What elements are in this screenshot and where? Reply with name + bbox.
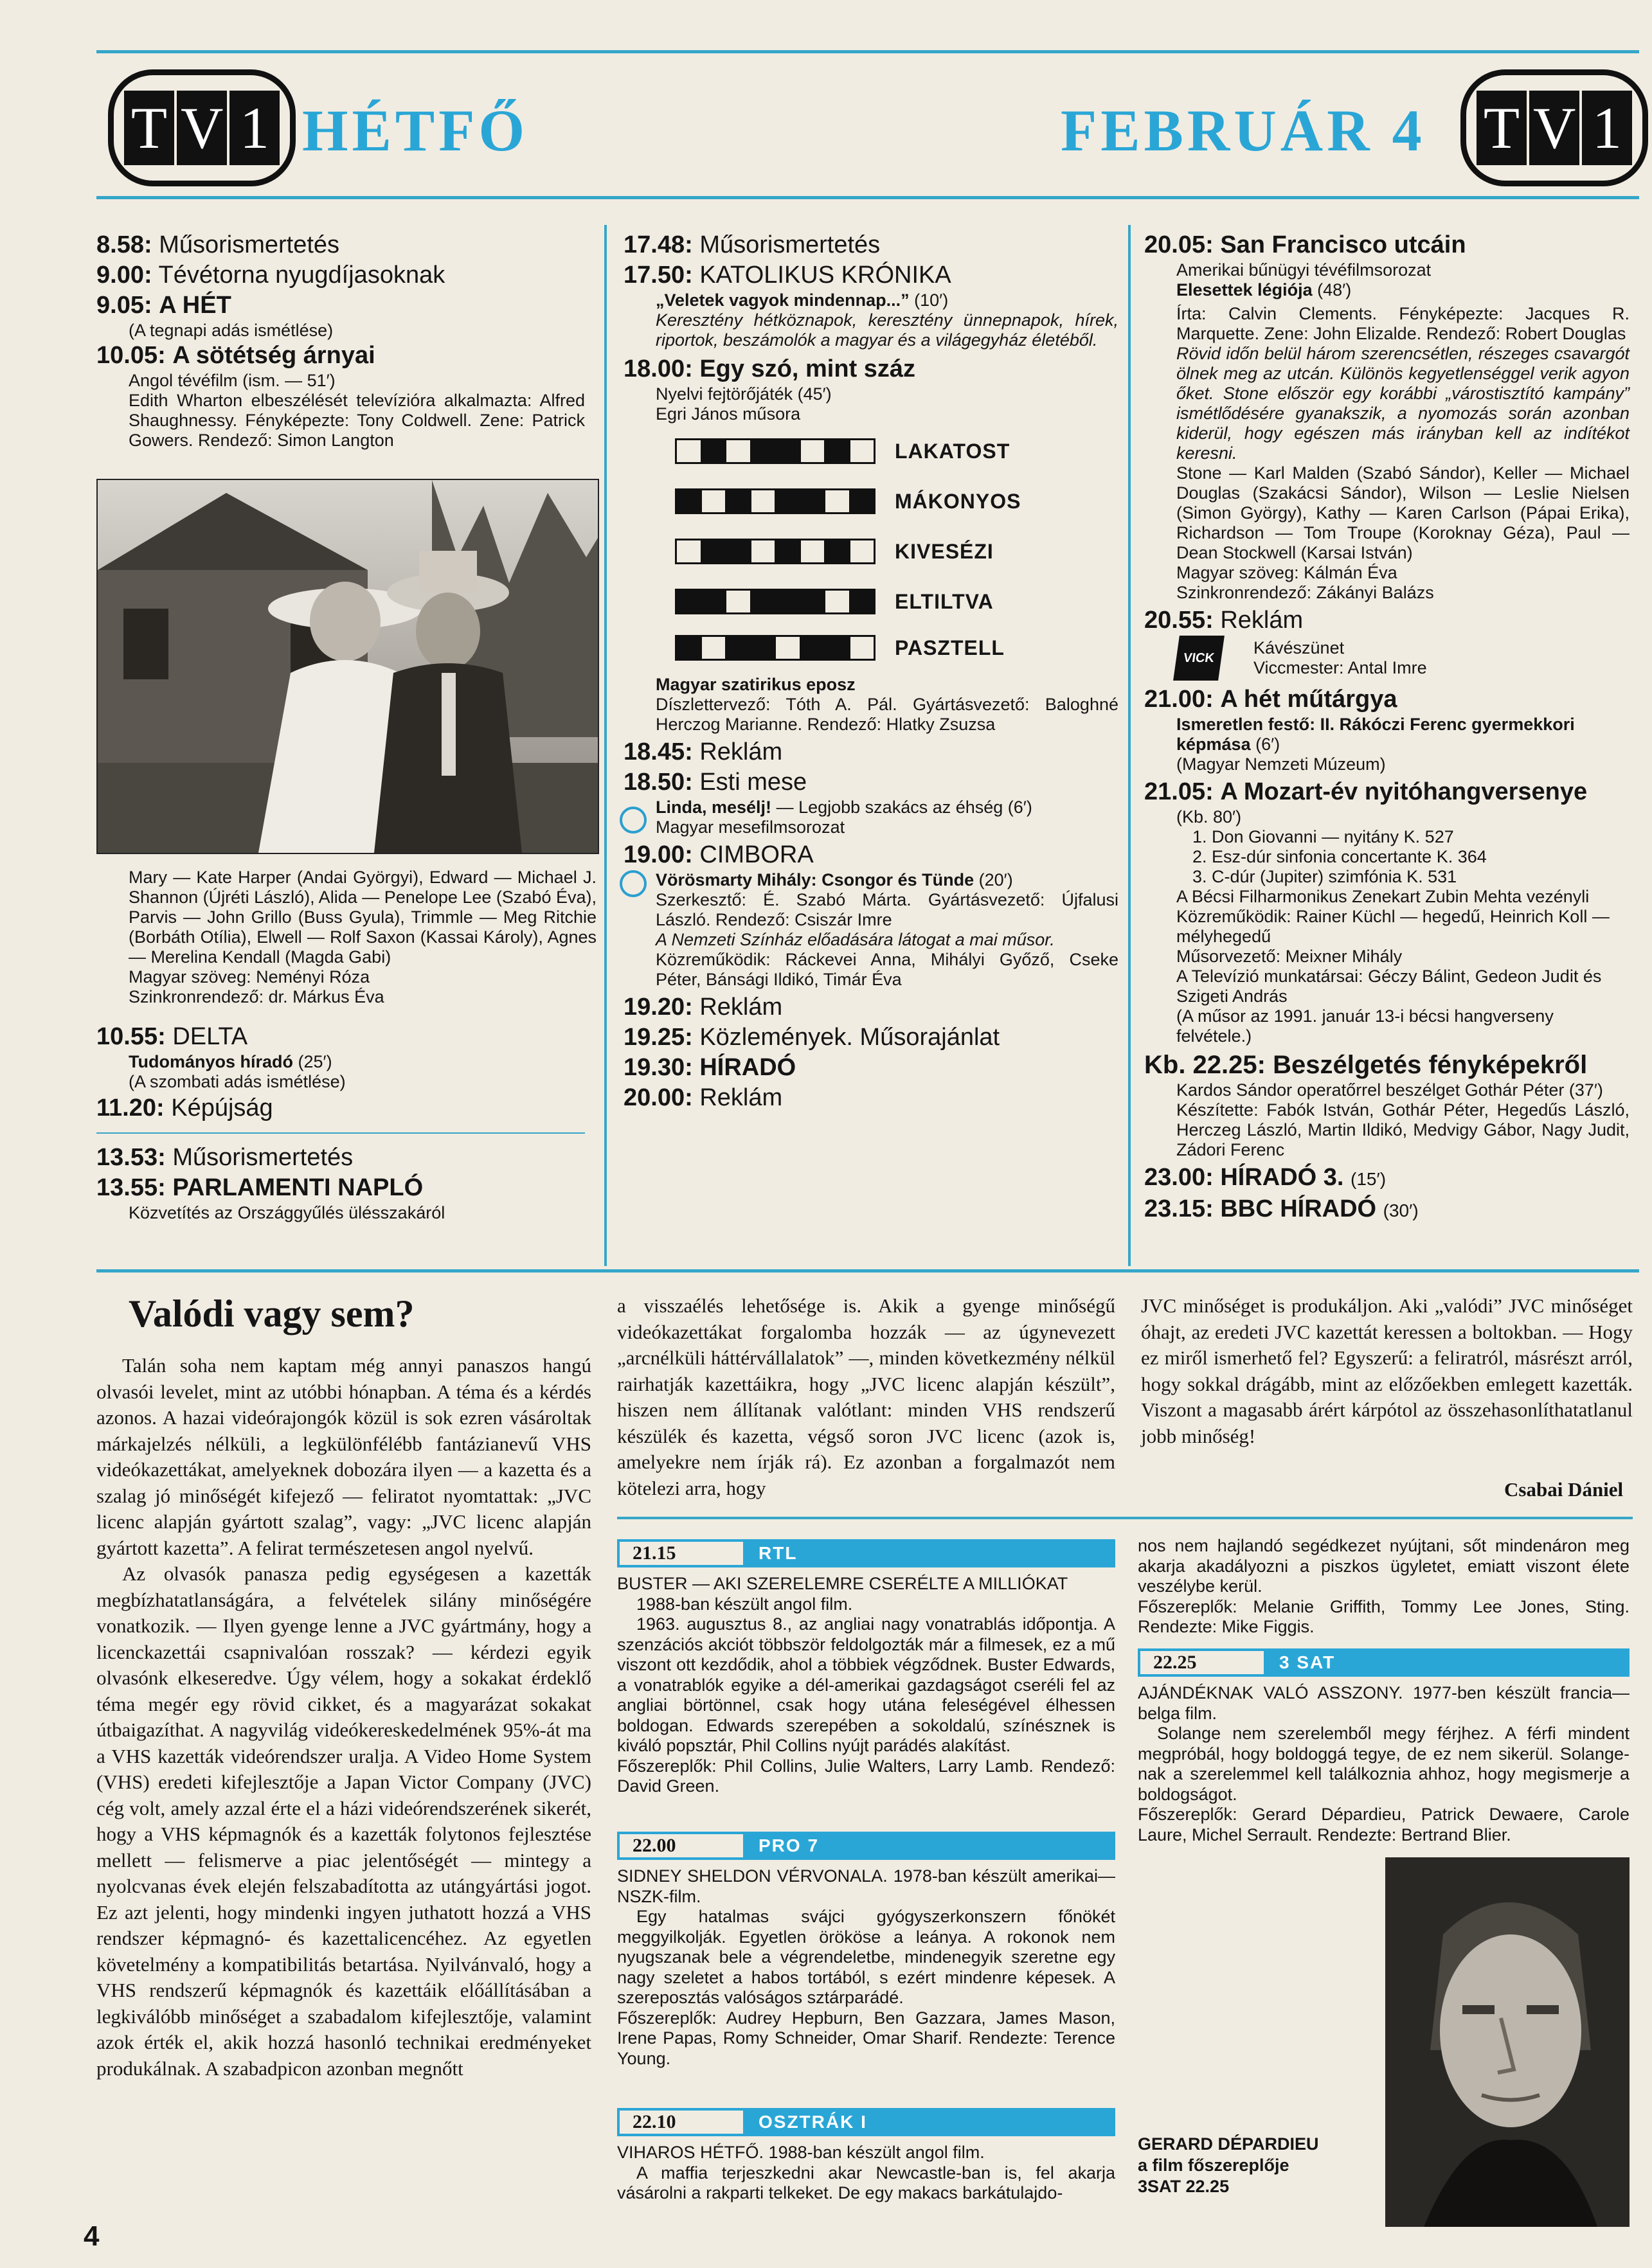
program-item: 9.00: Tévétorna nyugdíjasoknak	[96, 262, 445, 289]
program-item: 19.00: CIMBORA	[624, 841, 814, 868]
program-subtitle: „Veletek vagyok mindennap...” (10′)	[656, 290, 949, 310]
program-description: Rövid időn belül három szerencsétlen, részeges csavargót ölnek meg az utcán. Különös kegyetlenséggel verik agyon őket. Stone először egy korábbi „várostisztító kampány” ismétlődésére gyanakszik, a nyomozás során azonban kiderül, hogy egészen más irányban kell az indítékot keresni.	[1176, 344, 1630, 463]
list-item: 3. C-dúr (Jupiter) szimfónia K. 531	[1192, 867, 1457, 886]
program-item: 20.00: Reklám	[624, 1084, 783, 1111]
program-subtitle: Amerikai bűnügyi tévéfilmsorozat	[1176, 260, 1432, 280]
program-credits: A Bécsi Filharmonikus Zenekart Zubin Mehta vezényli	[1176, 887, 1590, 906]
children-program-circle-icon	[620, 870, 647, 897]
program-credits: Közreműködik: Ráckevei Anna, Mihályi Győző, Cseke Péter, Bánsági Ildikó, Timár Éva	[656, 950, 1118, 989]
channel-header	[617, 1539, 1115, 1567]
film-credits: Főszereplők: Gerard Dépardieu, Patrick Dewaere, Carole Laure, Michel Serrault. Rendezte: Bertrand Blier.	[1138, 1805, 1630, 1844]
caption-line: a film főszereplője	[1138, 2156, 1289, 2175]
tv1-logo-left	[108, 69, 296, 186]
article-paragraph: JVC minőséget is produkáljon. Aki „valódi” JVC minőséget óhajt, az eredeti JVC kazettát keressen a boltokban. — Hogy ez miről ismerhető fel? Egyszerű: a feliratról, másrészt arról, hogy sokkal drágább, mint az előzőekben emlegett kazetták. Viszont a magasabb árért kárpótol az összehasonlíthatatlanul jobb minőség!	[1141, 1294, 1633, 1447]
program-note: (Magyar Nemzeti Múzeum)	[1176, 755, 1386, 774]
3sat-program	[1138, 1648, 1630, 1845]
article-author: Csabai Dániel	[1504, 1478, 1624, 1501]
film-info: 1978-ban készült amerikai—NSZK-film.	[617, 1866, 1115, 1906]
list-item: 1. Don Giovanni — nyitány K. 527	[1192, 827, 1454, 846]
channel-name: RTL	[746, 1539, 1115, 1567]
channel-time: 22.25	[1138, 1648, 1266, 1677]
program-item: 13.55: PARLAMENTI NAPLÓ	[96, 1174, 424, 1201]
article-paragraph: Talán soha nem kaptam még annyi panaszos hangú olvasói levelet, mint az utóbbi hónapban. A téma és a kérdés azonos. A hazai videórajongók közül is sok ezren vásároltak márkajelzés nélküli, a legkülönfélébb fantázianevű VHS videókazettákat, amelyeknek dobozára ilyen — a kazetta és a szalag jó minőségét kifejező — feliratot nyomtattak: „JVC licenc alapján gyártott szalag”, vagy: „JVC licenc alapján gyártott kazetta”. A felirat természetesen angol nyelvű.	[96, 1354, 591, 1559]
depardieu-portrait-photo	[1385, 1857, 1630, 2227]
puzzle-word: KIVESÉZI	[895, 539, 994, 563]
program-credits: Szinkronrendező: Zákányi Balázs	[1176, 583, 1434, 602]
program-item: 21.05: A Mozart-év nyitóhangversenye	[1144, 778, 1588, 805]
program-credits: Viccmester: Antal Imre	[1253, 658, 1427, 677]
program-item: 10.55: DELTA	[96, 1023, 248, 1050]
article-paragraph: a visszaélés lehetősége is. Akik a gyenge minőségű videókazettákat forgalomba hozzák — az úgynevezett „arcnélküli háttérvállalatok” —, minden következmény nélkül rairhatják kazettáikra, hogy „JVC licenc alapján készült”, hiszen nem állítanak valótlant: minden VHS rendszerű készülék és kazetta, végső soron JVC licenc (azok is, amelyekre nem írják rá). Ez azonban a forgalmazót nem kötelezi arra, hogy	[617, 1294, 1115, 1499]
program-subtitle: Közvetítés az Országgyűlés ülésszakáról	[129, 1203, 445, 1222]
film-credits: Főszereplők: Melanie Griffith, Tommy Lee Jones, Sting. Rendezte: Mike Figgis.	[1138, 1596, 1630, 1636]
film-description: Solange nem szerelemből megy férjhez. A férfi mindent megpróbál, hogy boldoggá tegye, de ez nem sikerül. Solange-nak a szerelemmel kell találkoznia ahhoz, hogy megismerje a boldogságot.	[1138, 1724, 1630, 1804]
channel-time: 22.10	[617, 2108, 746, 2136]
program-credits: Edith Wharton elbeszélését televízióra alkalmazta: Alfred Shaughnessy. Fényképezte: Tony Coldwell. Zene: Patrick Gowers. Rendező: Simon Langton	[129, 391, 585, 450]
word-puzzle-row	[675, 635, 1118, 661]
word-puzzle-row	[675, 488, 1118, 514]
program-credits: Műsorvezető: Meixner Mihály	[1176, 947, 1403, 966]
program-credits: Magyar szöveg: Kálmán Éva	[1176, 563, 1397, 582]
channel-name: 3 SAT	[1266, 1648, 1630, 1677]
program-subtitle: Kardos Sándor operatőrrel beszélget Gothár Péter (37′)	[1176, 1080, 1603, 1100]
program-item: Kb. 22.25: Beszélgetés fényképekről	[1144, 1051, 1588, 1079]
word-puzzle-row	[675, 589, 1118, 614]
program-detail	[1144, 1080, 1630, 1160]
day-title: HÉTFŐ	[302, 98, 529, 163]
program-credits: Készítette: Fabók István, Gothár Péter, Hegedűs László, Herczeg László, Martin Ildikó, Medvigy Gábor, Nagy Judit, Zádori Ferenc	[1176, 1100, 1630, 1159]
tv1-logo-right	[1460, 69, 1648, 186]
film-credits: Főszereplők: Phil Collins, Julie Walters, Larry Lamb. Rendező: David Green.	[617, 1756, 1115, 1796]
program-description: A Nemzeti Színház előadására látogat a mai műsor.	[656, 930, 1055, 949]
program-detail: Amerikai bűnügyi tévéfilmsorozat Elesettek légiója (48′)	[1144, 260, 1630, 300]
schedule-column-1-b	[96, 1022, 585, 1223]
program-subtitle: Nyelvi fejtörőjáték (45′)	[656, 384, 832, 404]
logo-letter: T	[1477, 91, 1527, 165]
caption-line: GERARD DÉPARDIEU	[1138, 2134, 1319, 2154]
word-puzzle-row	[675, 438, 1118, 464]
program-item: 11.20: Képújság	[96, 1094, 273, 1121]
program-detail: Linda, mesélj! — Legjobb szakács az éhség (6′) Magyar mesefilmsorozat	[624, 798, 1118, 837]
cast-list: Stone — Karl Malden (Szabó Sándor), Keller — Michael Douglas (Szakácsi Sándor), Wilson — Leslie Nielsen (Simon György), Kathy — Karen Carlson (Pápai Erika), Richardson — Tom Troupe (Koroknay Géza), Paul — Dean Stockwell (Karsai István)	[1176, 463, 1630, 562]
channel-time: 22.00	[617, 1832, 746, 1860]
film-info: 1977-ben készült francia—belga film.	[1138, 1683, 1630, 1723]
schedule-column-2	[624, 230, 1118, 1113]
osztrak-program-continued	[1138, 1536, 1630, 1638]
logo-letter: 1	[229, 91, 280, 165]
schedule-column-1	[96, 230, 585, 451]
program-credits: Díszlettervező: Tóth A. Pál. Gyártásvezető: Baloghné Herczog Marianne. Rendező: Hlatky Zsuzsa	[656, 695, 1118, 734]
program-item: 18.50: Esti mese	[624, 769, 807, 796]
film-still-photo	[96, 479, 599, 854]
program-detail: Vörösmarty Mihály: Csongor és Tünde (20′) Szerkesztő: É. Szabó Márta. Gyártásvezető: Újfalusi László. Rendező: Csiszár Imre A Nemzeti Színház előadására látogat a mai műsor. Közreműködik: Ráckevei Anna, Mihályi Győző, Cseke Péter, Bánsági Ildikó, Timár Éva	[624, 870, 1118, 990]
pro7-program	[617, 1832, 1115, 2069]
film-credits: Főszereplők: Audrey Hepburn, Ben Gazzara, James Mason, Irene Papas, Romy Schneider, Omar Sharif. Rendezte: Terence Young.	[617, 2008, 1115, 2068]
article-paragraph: Az olvasók panasza pedig egységesen a kazetták megbízhatatlanságára, a felvételek silány minőségére vonatkozik. — Ilyen gyenge lenne a JVC gyártmány, hogy a licenckazettái csapnivalóan rosszak? — kérdezi egyik olvasónk elkeseredve. Úgy vélem, hogy a sokakat érdeklő téma megér egy rövid cikket, és a magyarázat sokakat útbaigazíthat. A nagyvilág videókereskedelmének 95%-át ma a VHS kazetták videórendszer uralja. A Video Home System (VHS) eredeti kifejlesztője a Japan Victor Company (JVC) cég volt, amely azzal érte el a házi videórendszerének sikerét, hogy a VHS képmagnók és a kazetták folytonos fejlesztése mellett — felismerve a piac jelentőségét — mintegy a nyolcvanas évek elején felszabadította az utángyártási jogot. Ez azt jelenti, hogy mindenki ingyen juthatott hozzá a VHS rendszer képmagnó- és kazettalicencéhez. Az egyetlen követelmény a kompatibilitás betartása. Nyilvánvaló, hogy a VHS rendszerű képmagnók és kazettáik előállításában a legkiválóbb minőséget a szabadalom kifejlesztője, valamint azok érték el, akik hozzá hasonló technikai eredményeket produkálnak. A szabadpicon azonban megnőtt	[96, 1562, 591, 2080]
channel-header	[1138, 1648, 1630, 1677]
header-bottom-rule	[96, 196, 1639, 199]
article-title: Valódi vagy sem?	[129, 1292, 415, 1335]
program-item: 20.05: San Francisco utcáin	[1144, 231, 1466, 258]
logo-letter: T	[124, 91, 174, 165]
film-info: 1988-ban készült angol film.	[768, 2143, 985, 2162]
program-item: 19.25: Közlemények. Műsorajánlat	[624, 1024, 1000, 1051]
program-subtitle: Angol tévéfilm (ism. — 51′)	[129, 371, 336, 390]
osztrak-program	[617, 2108, 1115, 2204]
film-info: 1988-ban készült angol film.	[636, 1594, 853, 1614]
cast-list: Mary — Kate Harper (Andai Györgyi), Edward — Michael J. Shannon (Újréti László), Alida — Penelope Lee (Szabó Éva), Parvis — John Grillo (Buss Gyula), Trimmle — Meg Ritchie (Borbáth Otília), Elwell — Rolf Saxon (Kassai Károly), Agnes — Merelina Kendall (Magda Gabi)	[129, 868, 597, 967]
program-item: 19.30: HÍRADÓ	[624, 1054, 796, 1081]
puzzle-word: ELTILTVA	[895, 589, 994, 613]
program-description: Keresztény hétköznapok, keresztény ünnepnapok, hírek, riportok, beszámolók a magyar és a világegyház életéből.	[656, 310, 1118, 350]
program-subtitle: Magyar szatirikus eposz	[656, 675, 856, 694]
program-item: 19.20: Reklám	[624, 994, 783, 1021]
photo-caption	[1138, 2134, 1382, 2197]
program-item: 17.48: Műsorismertetés	[624, 231, 881, 258]
program-item: 18.00: Egy szó, mint száz	[624, 355, 916, 382]
channel-header	[617, 2108, 1115, 2136]
rtl-program	[617, 1539, 1115, 1797]
puzzle-word: LAKATOST	[895, 439, 1010, 463]
program-subtitle: Kávészünet	[1253, 638, 1345, 657]
program-duration: (Kb. 80′)	[1176, 807, 1242, 826]
film-description: 1963. augusztus 8., az angliai nagy vonatrablás időpontja. A szenzációs akciót többször feldolgozták már a filmesek, ez a mű viszont ott kezdődik, ahol a többiek végződnek. Buster Edwards, a vonatrablók egyike a dél-amerikai gazdagságot cseréli fel az angliai börtönnel, csak hogy utána feleségével élhessen boldogan. Edwards szerepében a sokoldalú, színésznek is kiváló popsztár, Phil Collins nyújt parádés alakítást.	[617, 1614, 1115, 1755]
program-item: 9.05: A HÉT	[96, 292, 231, 319]
channel-time: 21.15	[617, 1539, 746, 1567]
film-title: BUSTER — AKI SZERELEMRE CSERÉLTE A MILLIÓKAT	[617, 1574, 1068, 1593]
program-detail	[1176, 636, 1630, 681]
film-title: SIDNEY SHELDON VÉRVONALA.	[617, 1866, 888, 1886]
program-subtitle: Egri János műsora	[656, 404, 801, 424]
page-number: 4	[84, 2220, 100, 2252]
section-rule	[617, 1517, 1633, 1519]
program-item: 21.00: A hét műtárgya	[1144, 686, 1397, 713]
cast-credit: Magyar szöveg: Neményi Róza	[129, 967, 370, 987]
logo-letter: 1	[1582, 91, 1632, 165]
article-column-3	[1141, 1293, 1633, 1449]
program-credits: Szerkesztő: É. Szabó Márta. Gyártásvezető: Újfalusi László. Rendező: Csiszár Imre	[656, 890, 1118, 929]
article-column-1	[96, 1353, 591, 2082]
program-note: (A tegnapi adás ismétlése)	[129, 321, 334, 340]
column-divider	[604, 225, 607, 1266]
channel-name: PRO 7	[746, 1832, 1115, 1860]
cast-block	[129, 868, 597, 1007]
top-rule	[96, 50, 1639, 53]
program-item: 13.53: Műsorismertetés	[96, 1144, 354, 1171]
program-credits: Írta: Calvin Clements. Fényképezte: Jacques R. Marquette. Zene: John Elizalde. Rendező: Robert Douglas	[1176, 304, 1630, 343]
program-credits: A Televízió munkatársai: Géczy Bálint, Gedeon Judit és Szigeti András	[1176, 967, 1602, 1006]
program-subtitle: Tudományos híradó (25′)	[129, 1052, 332, 1071]
program-note: (A szombati adás ismétlése)	[129, 1072, 346, 1091]
puzzle-word: MÁKONYOS	[895, 489, 1021, 513]
program-note: (A műsor az 1991. január 13-i bécsi hangverseny felvétele.)	[1176, 1006, 1554, 1046]
film-description: nos nem hajlandó segédkezet nyújtani, sőt mindenáron meg akarja akadályozni a piszkos ügyletet, emiatt viszont élete veszélybe kerül.	[1138, 1536, 1630, 1596]
program-item: 23.15: BBC HÍRADÓ (30′)	[1144, 1195, 1419, 1222]
article-column-2	[617, 1293, 1115, 1501]
program-subtitle: Ismeretlen festő: II. Rákóczi Ferenc gyermekkori képmása (6′)	[1176, 715, 1575, 754]
column-divider	[1128, 225, 1131, 1266]
channel-name: OSZTRÁK I	[746, 2108, 1115, 2136]
channel-header	[617, 1832, 1115, 1860]
caption-line: 3SAT 22.25	[1138, 2177, 1230, 2196]
program-subtitle: Magyar mesefilmsorozat	[656, 817, 845, 837]
program-item: 8.58: Műsorismertetés	[96, 231, 340, 258]
section-rule	[96, 1132, 585, 1134]
children-program-circle-icon	[620, 807, 647, 834]
schedule-column-3	[1144, 230, 1630, 1226]
logo-letter: V	[1529, 91, 1579, 165]
vicc-logo: VICK	[1173, 636, 1225, 681]
program-credits: Közreműködik: Rainer Küchl — hegedű, Heinrich Koll — mélyhegedű	[1176, 907, 1610, 946]
word-puzzle-row	[675, 539, 1118, 564]
date-title: FEBRUÁR 4	[1061, 98, 1426, 163]
puzzle-word: PASZTELL	[895, 636, 1005, 659]
program-item: 20.55: Reklám	[1144, 607, 1304, 634]
list-item: 2. Esz-dúr sinfonia concertante K. 364	[1192, 847, 1487, 866]
program-bottom-rule	[96, 1269, 1639, 1272]
film-description: Egy hatalmas svájci gyógyszerkonszern főnökét meggyilkolják. Egyetlen örököse a leánya. A rokonok nem nyugszanak bele a végrendeletbe, mindenegyik szeretne egy nagy szeletet a habos tortából, s ezért mindenre képesek. A szereposztás valóságos sztárparádé.	[617, 1907, 1115, 2007]
film-description: A maffia terjeszkedni akar Newcastle-ban is, fel akarja vásárolni a rakparti telkeket. De egy makacs barkátulajdo-	[617, 2163, 1115, 2202]
program-item: 18.45: Reklám	[624, 738, 783, 765]
program-item: 10.05: A sötétség árnyai	[96, 342, 375, 369]
program-detail	[1144, 807, 1630, 1046]
program-item: 23.00: HÍRADÓ 3. (15′)	[1144, 1164, 1387, 1191]
film-title: VIHAROS HÉTFŐ.	[617, 2143, 764, 2162]
program-item: 17.50: KATOLIKUS KRÓNIKA	[624, 262, 951, 289]
logo-letter: V	[177, 91, 227, 165]
film-title: AJÁNDÉKNAK VALÓ ASSZONY.	[1138, 1683, 1403, 1702]
cast-credit: Szinkronrendező: dr. Márkus Éva	[129, 987, 384, 1006]
